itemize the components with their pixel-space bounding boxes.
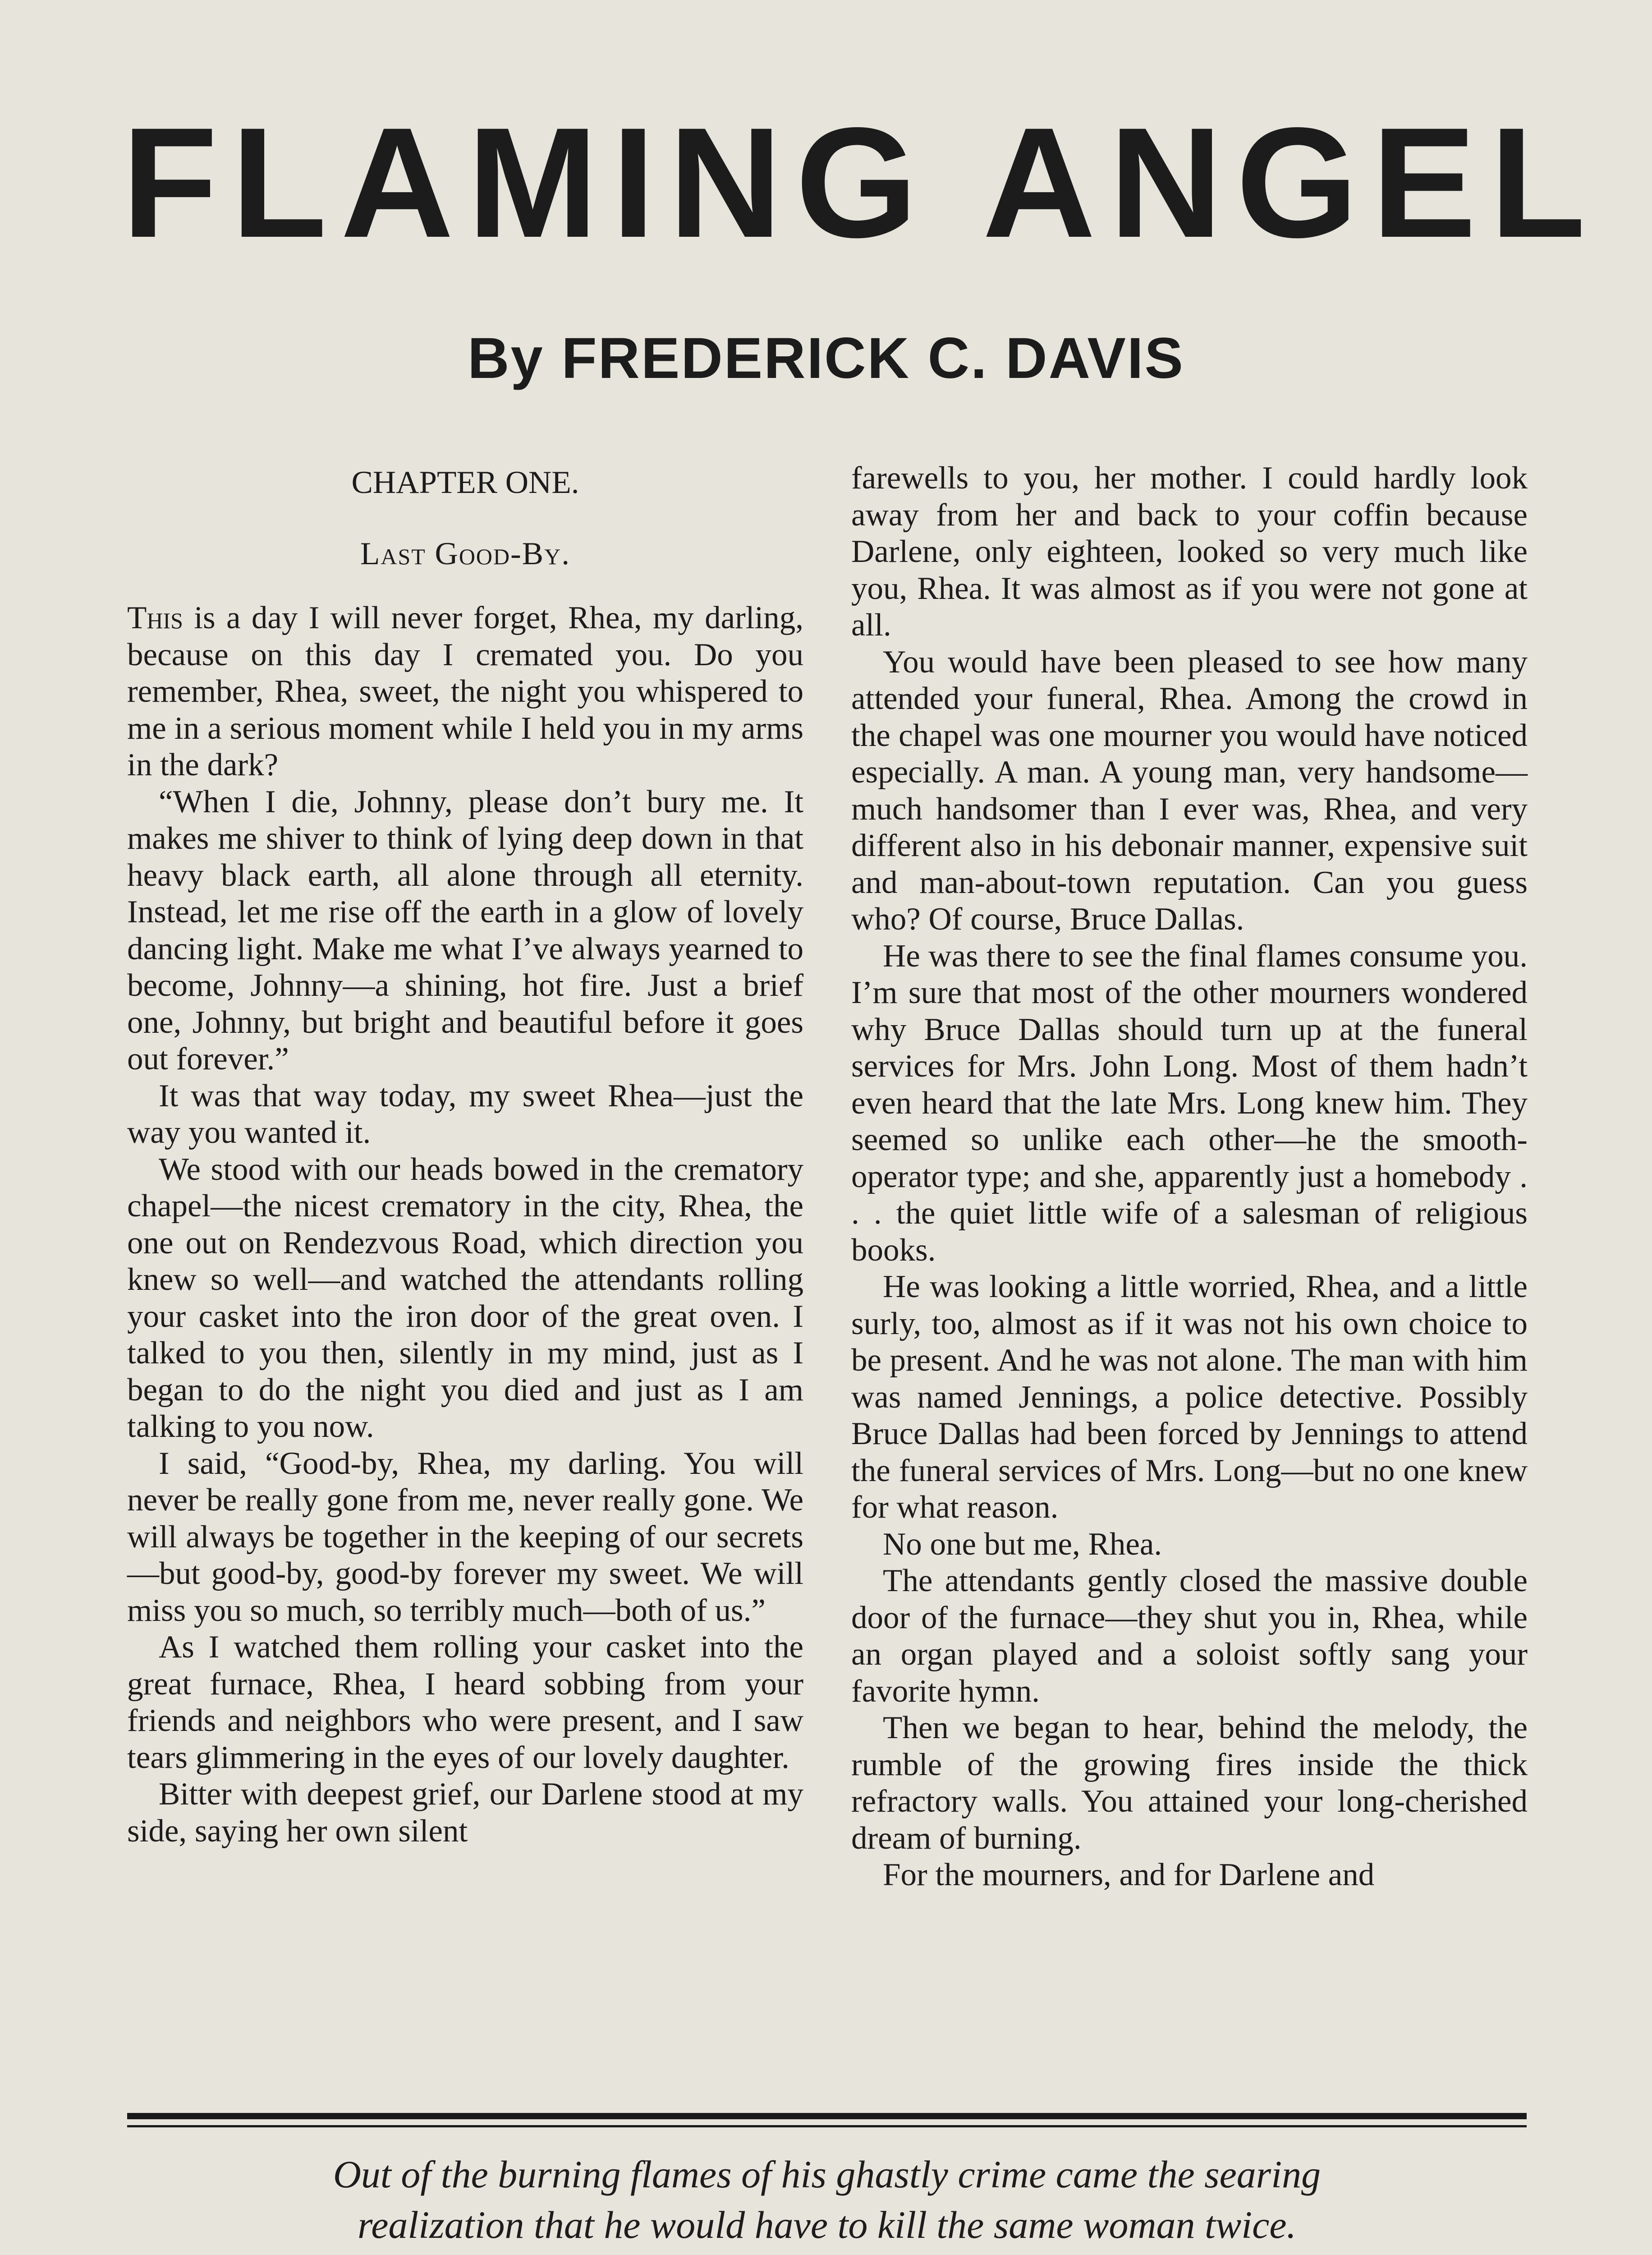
paragraph: I said, “Good-by, Rhea, my darling. You will never be really gone from me, never really gone. We will always be together in the keeping of our secrets—but good-by, good-by forever my sweet. We will miss you so much, so terribly much—both of us.” (127, 1445, 803, 1628)
paragraph: It was that way today, my sweet Rhea—just the way you wanted it. (127, 1078, 803, 1150)
left-text-column (127, 460, 803, 1850)
chapter-subtitle: Last Good-By. (360, 536, 571, 571)
top-rule-thin (127, 2125, 1527, 2127)
paragraph: You would have been pleased to see how many attended your funeral, Rhea. Among the crowd in the chapel was one mourner you would have noticed especially. A man. A young man, very handsome—much handsomer than I ever was, Rhea, and very different also in his debonair manner, expensive suit and man-about-town reputation. Can you guess who? Of course, Bruce Dallas. (851, 644, 1528, 937)
paragraph: He was there to see the final flames consume you. I’m sure that most of the other mourners wondered why Bruce Dallas should turn up at the funeral services for Mrs. John Long. Most of them hadn’t even heard that the late Mrs. Long knew him. They seemed so unlike each other—he the smooth-operator type; and she, apparently just a homebody . . . the quiet little wife of a salesman of religious books. (851, 938, 1528, 1268)
blurb-line: Out of the burning flames of his ghastly crime came the searing (333, 2153, 1321, 2196)
blurb-line: realization that he would have to kill the same woman twice. (357, 2203, 1297, 2246)
chapter-heading: CHAPTER ONE. (351, 465, 579, 500)
right-text-column (851, 460, 1528, 1894)
paragraph: Then we began to hear, behind the melody, the rumble of the growing fires inside the thick refractory walls. You attained your long-cherished dream of burning. (851, 1710, 1528, 1856)
paragraph: For the mourners, and for Darlene and (883, 1857, 1375, 1892)
paragraph: We stood with our heads bowed in the crematory chapel—the nicest crematory in the city, Rhea, the one out on Rendezvous Road, which direction you knew so well—and watched the attendants rolling your casket into the iron door of the great oven. I talked to you then, silently in my mind, just as I began to do the night you died and just as I am talking to you now. (127, 1151, 803, 1444)
paragraph: He was looking a little worried, Rhea, and a little surly, too, almost as if it was not his own choice to be present. And he was not alone. The man with him was named Jennings, a police detective. Possibly Bruce Dallas had been forced by Jennings to attend the funeral services of Mrs. Long—but no one knew for what reason. (851, 1269, 1528, 1525)
paragraph: No one but me, Rhea. (883, 1526, 1162, 1562)
top-rule-thick (127, 2113, 1527, 2119)
paragraph: “When I die, Johnny, please don’t bury me. It makes me shiver to think of lying deep down in that heavy black earth, all alone through all eternity. Instead, let me rise off the earth in a glow of lovely dancing light. Make me what I’ve always yearned to become, Johnny—a shining, hot fire. Just a brief one, Johnny, but bright and beautiful before it goes out forever.” (127, 784, 803, 1077)
lead-word: This (127, 600, 183, 635)
continued-paragraph: farewells to you, her mother. I could hardly look away from her and back to your coffin because Darlene, only eighteen, looked so very much like you, Rhea. It was almost as if you were not gone at all. (851, 460, 1528, 643)
story-blurb (127, 2149, 1527, 2250)
opening-paragraph-text: is a day I will never forget, Rhea, my darling, because on this day I cremated you. Do you remember, Rhea, sweet, the night you whispered to me in a serious moment while I held you in my arms in the dark? (127, 600, 803, 782)
author-byline: By FREDERICK C. DAVIS (468, 326, 1184, 391)
paragraph: As I watched them rolling your casket into the great furnace, Rhea, I heard sobbing from your friends and neighbors who were present, and I saw tears glimmering in the eyes of our lovely daughter. (127, 1629, 803, 1775)
opening-paragraph (127, 600, 803, 784)
paragraph: Bitter with deepest grief, our Darlene stood at my side, saying her own silent (127, 1776, 803, 1849)
paragraph: The attendants gently closed the massive double door of the furnace—they shut you in, Rhea, while an organ played and a soloist softly sang your favorite hymn. (851, 1563, 1528, 1709)
story-title: FLAMING ANGEL (122, 95, 1599, 270)
